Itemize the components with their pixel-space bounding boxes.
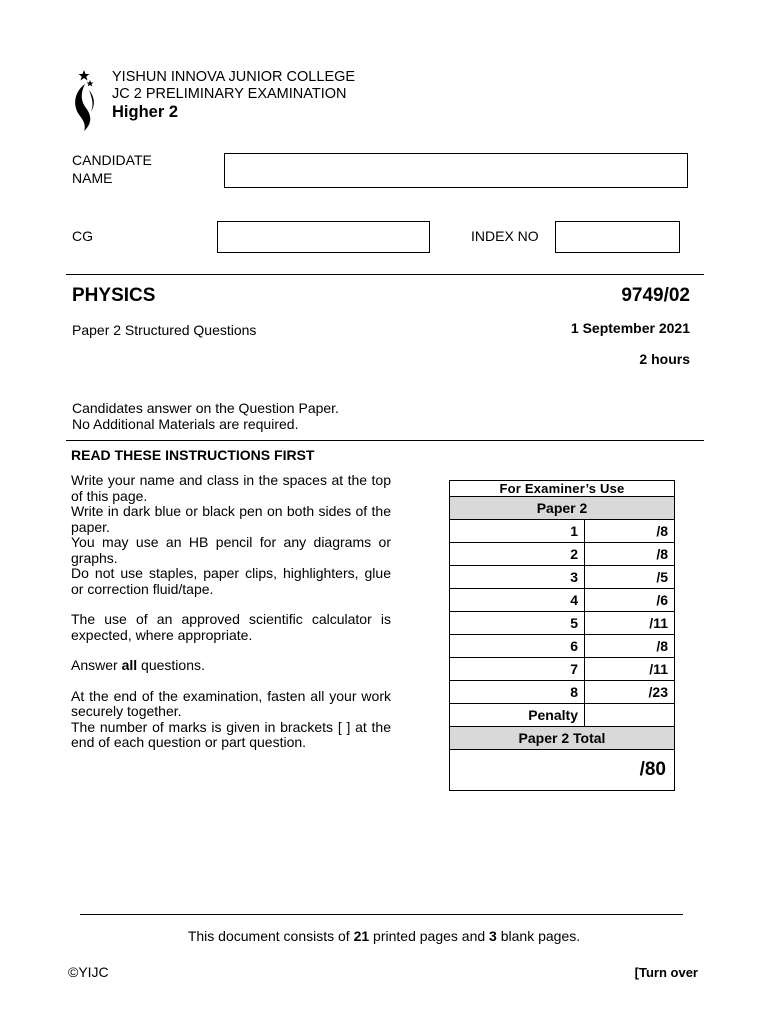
instruction-line: Write your name and class in the spaces at the top of this page. <box>71 472 391 504</box>
paper-code: 9749/02 <box>621 285 690 306</box>
subject-title: PHYSICS <box>72 285 156 306</box>
question-marks: /8 <box>585 635 675 658</box>
materials-note: Candidates answer on the Question Paper. No Additional Materials are required. <box>72 400 339 432</box>
question-marks: /11 <box>585 658 675 681</box>
question-marks: /6 <box>585 589 675 612</box>
table-row <box>450 635 675 658</box>
instruction-line: The use of an approved scientific calculator is expected, where appropriate. <box>71 611 391 643</box>
instruction-line: Write in dark blue or black pen on both sides of the paper. <box>71 503 391 535</box>
index-no-label: INDEX NO <box>471 228 539 244</box>
penalty-cell <box>585 704 675 727</box>
instructions-heading: READ THESE INSTRUCTIONS FIRST <box>71 447 315 463</box>
exam-duration: 2 hours <box>639 351 690 367</box>
index-no-field[interactable] <box>555 221 680 253</box>
examiner-heading: For Examiner’s Use <box>450 481 675 497</box>
paper-label: Paper 2 <box>450 497 675 520</box>
paper-title: Paper 2 Structured Questions <box>72 322 257 338</box>
divider <box>66 440 704 441</box>
question-number: 4 <box>450 589 585 612</box>
question-number: 5 <box>450 612 585 635</box>
question-number: 3 <box>450 566 585 589</box>
table-row <box>450 566 675 589</box>
college-logo-icon <box>72 68 102 132</box>
question-number: 8 <box>450 681 585 704</box>
copyright: ©YIJC <box>68 964 109 980</box>
page-count-note: This document consists of 21 printed pages and 3 blank pages. <box>187 928 581 944</box>
total-marks: /80 <box>450 750 675 791</box>
cg-label: CG <box>72 228 93 244</box>
turn-over-label: [Turn over <box>634 965 698 980</box>
instruction-line: The number of marks is given in brackets [ ] at the end of each question or part question. <box>71 718 391 750</box>
exam-date: 1 September 2021 <box>570 320 690 336</box>
level-label: Higher 2 <box>112 103 179 121</box>
question-number: 6 <box>450 635 585 658</box>
table-row <box>450 612 675 635</box>
divider <box>66 274 704 275</box>
college-name: YISHUN INNOVA JUNIOR COLLEGE <box>112 69 356 85</box>
total-label: Paper 2 Total <box>450 727 675 750</box>
candidate-name-field[interactable] <box>224 153 688 188</box>
table-row <box>450 520 675 543</box>
instructions-body <box>71 473 391 751</box>
examiner-table <box>449 480 675 791</box>
table-row <box>450 704 675 727</box>
question-marks: /8 <box>585 543 675 566</box>
question-number: 2 <box>450 543 585 566</box>
footer-divider <box>80 914 683 915</box>
instruction-line: You may use an HB pencil for any diagrams or graphs. <box>71 534 391 566</box>
instruction-line: At the end of the examination, fasten all your work securely together. <box>71 687 391 719</box>
question-marks: /11 <box>585 612 675 635</box>
instruction-line: Do not use staples, paper clips, highlighters, glue or correction fluid/tape. <box>71 565 391 597</box>
table-row <box>450 543 675 566</box>
table-row <box>450 681 675 704</box>
table-row <box>450 658 675 681</box>
question-number: 7 <box>450 658 585 681</box>
instruction-line: Answer all questions. <box>71 657 205 673</box>
table-row <box>450 589 675 612</box>
exam-title: JC 2 PRELIMINARY EXAMINATION <box>112 86 347 102</box>
candidate-name-label: CANDIDATE NAME <box>72 152 152 186</box>
penalty-label: Penalty <box>450 704 585 727</box>
cg-field[interactable] <box>217 221 430 253</box>
question-number: 1 <box>450 520 585 543</box>
question-marks: /8 <box>585 520 675 543</box>
question-marks: /23 <box>585 681 675 704</box>
question-marks: /5 <box>585 566 675 589</box>
